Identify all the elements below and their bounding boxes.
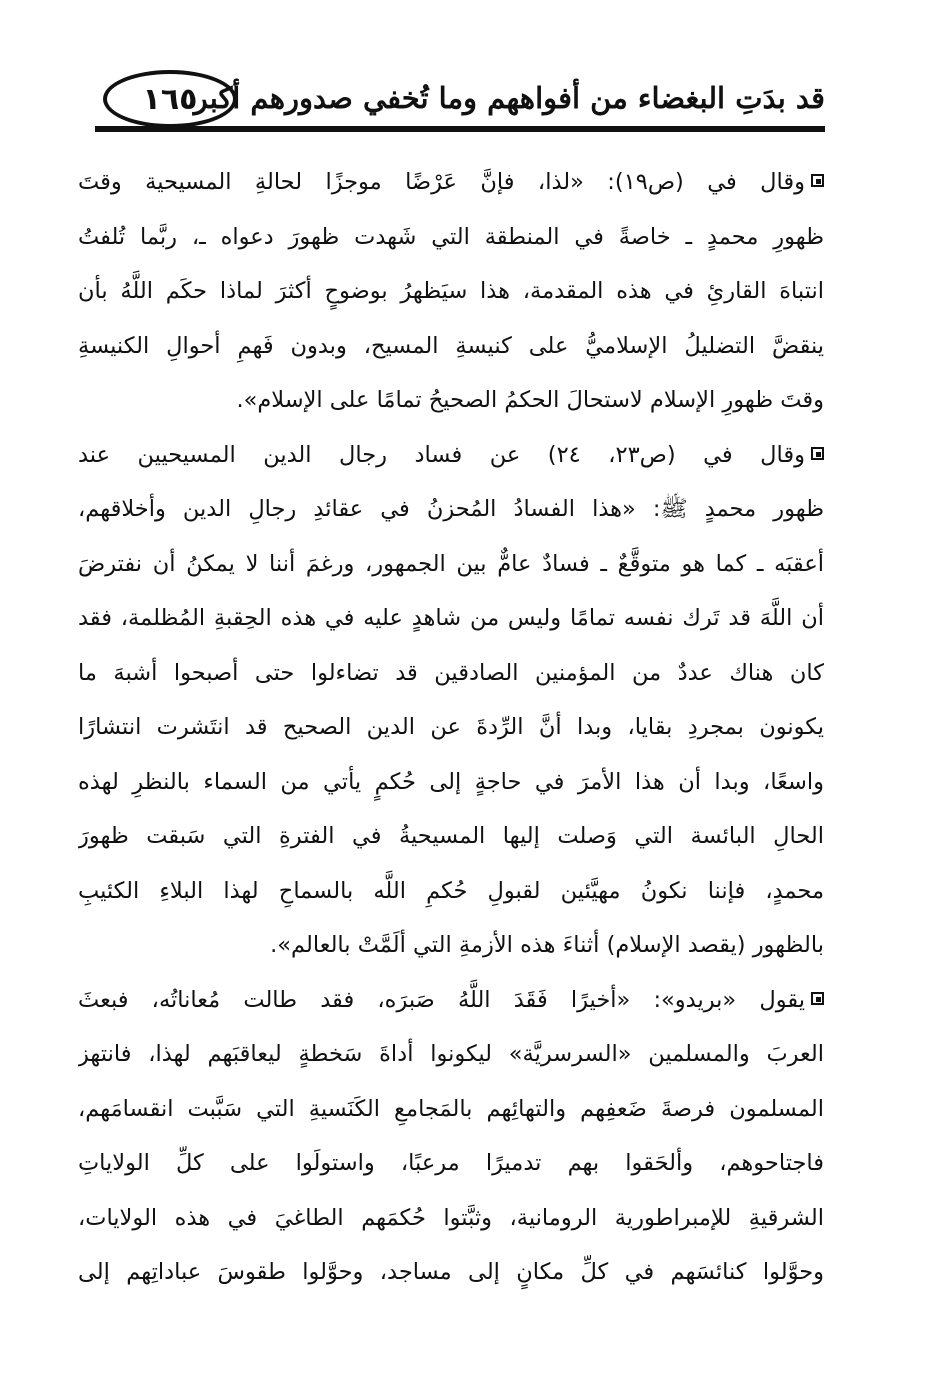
text-line: محمدٍ، فإننا نكونُ مهيَّئين لقبولِ حُكمِ اللَّه بالسماحِ لهذا البلاءِ الكئيبِ xyxy=(78,877,824,904)
header-rule xyxy=(95,126,825,132)
page-header xyxy=(95,62,825,134)
text-line: الحالِ البائسة التي وَصلت إليها المسيحيةُ في الفترةِ التي سَبقت ظهورَ xyxy=(78,823,824,849)
text-line: المسلمون فرصةَ ضَعفِهم والتهائِهم بالمَجامعِ الكَنَسيةِ التي سَبَّبت انقسامَهم، xyxy=(78,1095,824,1122)
text-line-content: وقال في (ص١٩): «لذا، فإنَّ عَرْضًا موجزًا لحالةِ المسيحية وقتَ xyxy=(78,169,805,195)
text-line: واسعًا، وبدا أن هذا الأمرَ في حاجةٍ إلى حُكمٍ يأتي من السماء بالنظرِ لهذه xyxy=(78,768,824,795)
paragraph-2 xyxy=(78,428,824,973)
square-bullet-icon xyxy=(811,174,824,187)
text-line xyxy=(78,155,824,210)
text-line: العربَ والمسلمين «السرسريَّة» ليكونوا أداةَ سَخطةٍ ليعاقبَهم لهذا، فانتهز xyxy=(78,1041,824,1067)
square-bullet-icon xyxy=(811,447,824,460)
text-line: الشرقيةِ للإمبراطورية الرومانية، وثبَّتوا حُكمَهم الطاغيَ في هذه الولايات، xyxy=(78,1204,824,1231)
text-line: انتباهَ القارئِ في هذه المقدمة، هذا سيَظهرُ بوضوحٍ أكثرَ لماذا حكَم اللَّهُ بأن xyxy=(78,278,824,304)
text-line: وحوَّلوا كنائسَهم في كلِّ مكانٍ إلى مساجد، وحوَّلوا طقوسَ عباداتِهم إلى xyxy=(78,1259,824,1285)
text-line: أن اللَّهَ قد تَرك نفسه تمامًا وليس من شاهدٍ عليه في هذه الحِقبةِ المُظلمة، فقد xyxy=(78,605,824,631)
text-line: كان هناك عددٌ من المؤمنين الصادقين قد تضاءلوا حتى أصبحوا أشبهَ ما xyxy=(78,659,824,686)
paragraph-3 xyxy=(78,973,824,1300)
square-bullet-icon xyxy=(811,992,824,1005)
text-line xyxy=(78,428,824,483)
text-line: أعقبَه ـ كما هو متوقَّعٌ ـ فسادٌ عامٌّ بين الجمهور، ورغمَ أننا لا يمكنُ أن نفترضَ xyxy=(78,550,824,577)
page-number: ١٦٥ xyxy=(142,81,198,117)
text-line: فاجتاحوهم، وألحَقوا بهم تدميرًا مرعبًا، واستولَوا على كلِّ الولاياتِ xyxy=(78,1150,824,1176)
body-text xyxy=(78,155,824,1300)
paragraph-1 xyxy=(78,155,824,428)
running-title: قد بدَتِ البغضاء من أفواههم وما تُخفي صدورهم أكبر xyxy=(193,81,825,115)
text-line: ظهور محمدٍ ﷺ: «هذا الفسادُ المُحزنُ في عقائدِ رجالِ الدين وأخلاقهم، xyxy=(78,496,824,522)
text-line xyxy=(78,973,824,1028)
text-line: وقتَ ظهورِ الإسلام لاستحالَ الحكمُ الصحيحُ تمامًا على الإسلام». xyxy=(236,387,824,413)
text-line-content: يقول «بريدو»: «أخيرًا فَقَدَ اللَّهُ صَبرَه، فقد طالت مُعاناتُه، فبعثَ xyxy=(78,986,805,1013)
text-line-content: وقال في (ص٢٣، ٢٤) عن فساد رجال الدين المسيحيين عند xyxy=(78,441,805,468)
text-line: بالظهور (يقصد الإسلام) أثناءَ هذه الأزمةِ التي ألَمَّتْ بالعالم». xyxy=(270,932,824,958)
text-line: يكونون بمجردِ بقايا، وبدا أنَّ الرِّدةَ عن الدين الصحيح قد انتَشرت انتشارًا xyxy=(78,714,824,740)
text-line: ظهورِ محمدٍ ـ خاصةً في المنطقة التي شَهدت ظهورَ دعواه ـ، ربَّما تُلفتُ xyxy=(78,223,824,250)
text-line: ينقضَّ التضليلُ الإسلاميُّ على كنيسةِ المسيح، وبدون فَهمِ أحوالِ الكنيسةِ xyxy=(78,332,824,359)
